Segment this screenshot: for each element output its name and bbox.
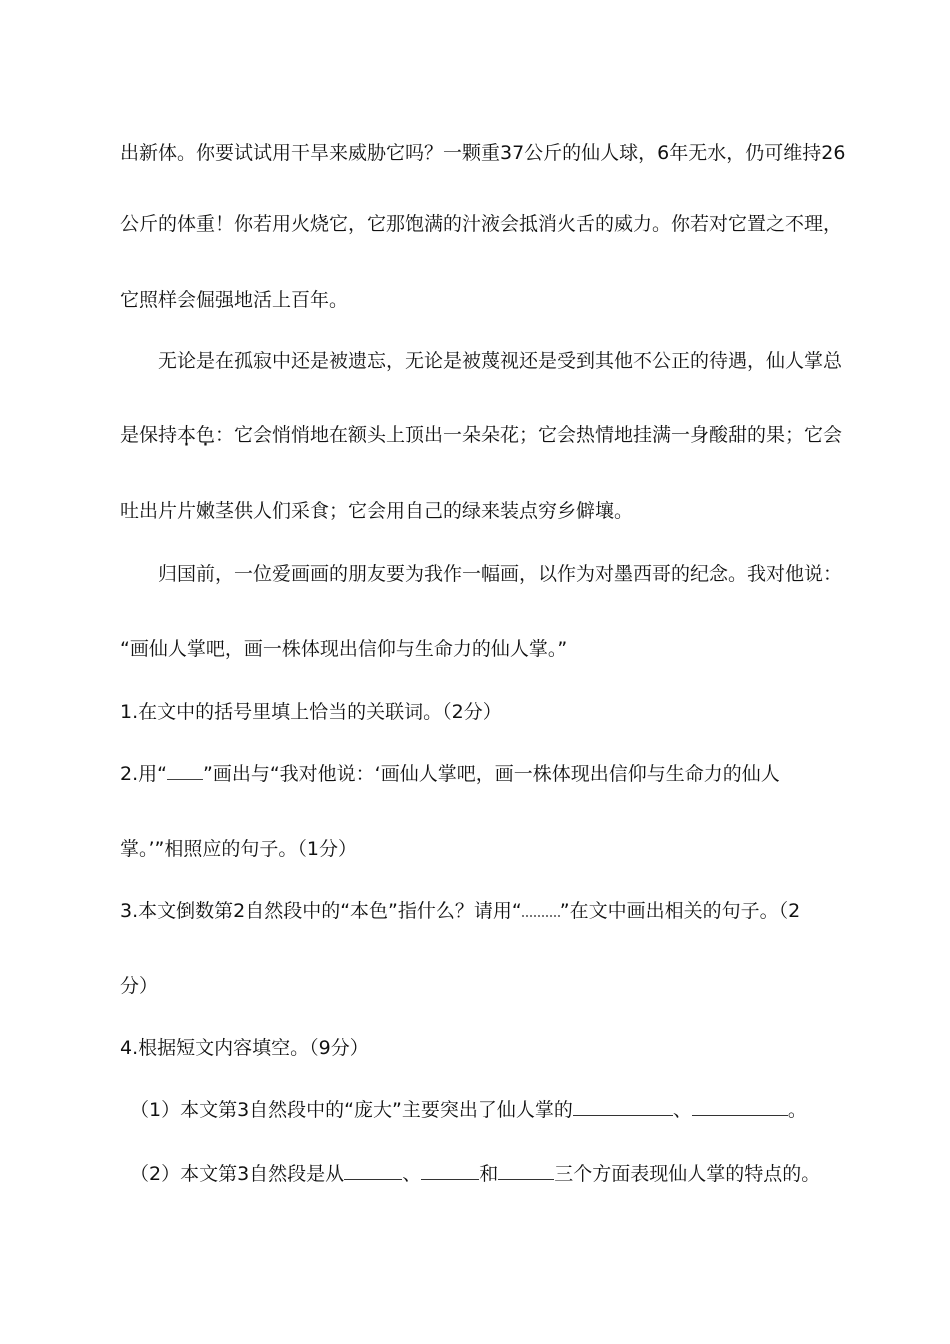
underline-sample xyxy=(167,761,203,780)
text-segment: ”在文中画出相关的句子。（2 xyxy=(559,900,801,922)
text-segment: ”画出与“我对他说：‘画仙人掌吧，画一株体现出信仰与生命力的仙人 xyxy=(202,763,780,785)
text-segment: 、 xyxy=(402,1163,422,1185)
text-segment: （1）本文第3自然段中的“庞大”主要突出了仙人掌的 xyxy=(130,1099,573,1121)
answer-blank[interactable] xyxy=(498,1161,554,1180)
text-segment: ：它会悄悄地在额头上顶出一朵朵花；它会热情地挂满一身酸甜的果；它会 xyxy=(215,424,843,446)
text-segment: 、 xyxy=(672,1099,692,1121)
answer-blank[interactable] xyxy=(344,1161,402,1180)
question-2-line-1 xyxy=(120,760,860,788)
question-4-2 xyxy=(130,1160,870,1188)
text-segment: 和 xyxy=(479,1163,499,1185)
answer-blank[interactable] xyxy=(573,1097,673,1116)
text-segment: 。 xyxy=(787,1099,807,1121)
paragraph-3-line-1: 归国前，一位爱画画的朋友要为我作一幅画，以作为对墨西哥的纪念。我对他说： xyxy=(158,563,843,585)
text-segment: 是保持 xyxy=(120,424,178,446)
passage-line-3: 它照样会倔强地活上百年。 xyxy=(120,289,349,311)
question-2-line-2: 掌。’”相照应的句子。（1分） xyxy=(120,838,357,860)
emphasized-char: 本 xyxy=(177,424,197,446)
answer-blank[interactable] xyxy=(421,1161,479,1180)
question-3-line-1 xyxy=(120,897,860,925)
question-4-1 xyxy=(130,1096,870,1124)
emphasized-char: 色 xyxy=(196,424,216,446)
paragraph-3-line-2: “画仙人掌吧，画一株体现出信仰与生命力的仙人掌。” xyxy=(120,638,568,660)
question-1: 1.在文中的括号里填上恰当的关联词。（2分） xyxy=(120,701,502,723)
text-segment: 2.用“ xyxy=(120,763,167,785)
text-segment: （2）本文第3自然段是从 xyxy=(130,1163,345,1185)
answer-blank[interactable] xyxy=(692,1097,788,1116)
paragraph-2-line-2 xyxy=(120,421,860,449)
wavy-line-sample xyxy=(522,897,560,917)
paragraph-2-line-1: 无论是在孤寂中还是被遗忘，无论是被蔑视还是受到其他不公正的待遇，仙人掌总 xyxy=(158,350,843,372)
question-4: 4.根据短文内容填空。（9分） xyxy=(120,1037,369,1059)
paragraph-2-line-3: 吐出片片嫩茎供人们采食；它会用自己的绿来装点穷乡僻壤。 xyxy=(120,500,634,522)
text-segment: 三个方面表现仙人掌的特点的。 xyxy=(554,1163,821,1185)
passage-line-2: 公斤的体重！你若用火烧它，它那饱满的汁液会抵消火舌的威力。你若对它置之不理， xyxy=(120,213,843,235)
text-segment: 3.本文倒数第2自然段中的“本色”指什么？请用“ xyxy=(120,900,522,922)
passage-line-1: 出新体。你要试试用干旱来威胁它吗？一颗重37公斤的仙人球，6年无水，仍可维持26 xyxy=(120,142,846,164)
question-3-line-2: 分） xyxy=(120,975,159,997)
